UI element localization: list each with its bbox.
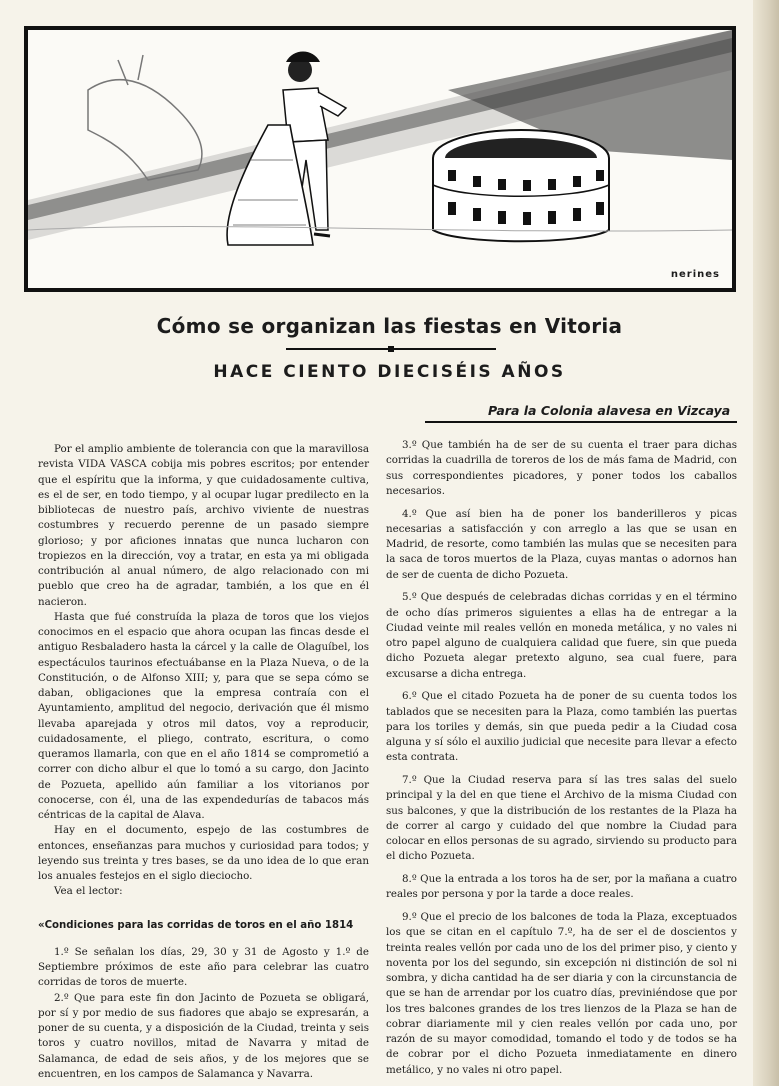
header-illustration <box>24 26 736 292</box>
right-column <box>386 438 737 1085</box>
condition-paragraph: 2.º Que para este fin don Jacinto de Pozueta se obligará, por sí y por medio de sus fiadores que abajo se expresarán, a poner de su cuenta, y a disposición de la Ciudad, treinta y seis toros y cuatro novillos, mitad de Navarra y mitad de Salamanca, de edad de seis años, y de los mejores que se encuentren, en los campos de Salamanca y Navarra. <box>38 991 369 1080</box>
title-divider <box>286 348 496 350</box>
page-edge <box>753 0 779 1086</box>
intro-paragraph: Por el amplio ambiente de tolerancia con que la maravillosa revista VIDA VASCA cobija mis pobres escritos; por entender que el espíritu que la informa, y que cuidadosamente cultiva, es el de ser, en todo tiempo, y al ocupar lugar predilecto en la bibliotecas de nuestro país, archivo viviente de nuestras costumbres y recuerdo perenne de un pasado siempre glorioso; y por aficiones innatas que nunca lucharon con tropiezos en la dirección, voy a tratar, en esta ya mi obligada contribución al anual número, de algo relacionado con mi pueblo que creo ha de agradar, también, a los que en él nacieron. <box>38 443 369 608</box>
left-column <box>38 442 369 1082</box>
condition-paragraph: 6.º Que el citado Pozueta ha de poner de su cuenta todos los tablados que se necesiten para la Plaza, como también las puertas para los toriles y demás, sin que pueda pedir a la Ciudad cosa alguna y sí sólo el auxilio judicial que necesite para llevar a efecto esta contrata. <box>386 690 737 764</box>
bullfight-drawing <box>28 30 732 288</box>
conditions-heading: «Condiciones para las corridas de toros en el año 1814 <box>38 919 354 931</box>
condition-paragraph: 1.º Se señalan los días, 29, 30 y 31 de Agosto y 1.º de Septiembre próximos de este año para celebrar las cuatro corridas de toros de muerte. <box>38 945 369 989</box>
condition-paragraph: 8.º Que la entrada a los toros ha de ser, por la mañana a cuatro reales por persona y por la tarde a doce reales. <box>386 873 737 901</box>
intro-paragraph: Vea el lector: <box>54 885 123 898</box>
article-title: Cómo se organizan las fiestas en Vitoria <box>156 314 623 338</box>
condition-paragraph: 4.º Que así bien ha de poner los banderilleros y picas necesarias a satisfacción y con arreglo a las que se usan en Madrid, de resorte, como también las mulas que se necesiten para la saca de toros muertos de la Plaza, cuyas mantas o adornos han de ser de cuenta de dicho Pozueta. <box>386 507 737 581</box>
condition-paragraph: 5.º Que después de celebradas dichas corridas y en el término de ocho días primeros siguientes a ellas ha de entregar a la Ciudad veinte mil reales vellón en moneda metálica, y no vales ni otro papel alguno de cualquiera calidad que fuere, sin que pueda dicho Pozueta alegar pretexto alguno, sea cual fuere, para excusarse a dicha entrega. <box>386 591 737 680</box>
article-subtitle: HACE CIENTO DIECISÉIS AÑOS <box>213 362 566 382</box>
artist-signature: nerines <box>670 269 720 280</box>
dedication-underline <box>425 421 737 423</box>
condition-paragraph: 9.º Que el precio de los balcones de toda la Plaza, exceptuados los que se citan en el capítulo 7.º, ha de ser el de doscientos y treinta reales vellón por cada uno de los del primer piso, y ciento y noventa por los del segundo, sin excepción ni distinción de sol ni sombra, y dicha cantidad ha de ser diaria y con la circunstancia de que se han de arrendar por los cuatro días, previniéndose que por los tres balcones grandes de los tres lienzos de la Plaza se han de cobrar diariamente mil y cien reales vellón por cada uno, por razón de su mayor comodidad, tomando el todo y de todos se ha de cobrar por el dicho Pozueta inmediatamente en dinero metálico, y no vales ni otro papel. <box>386 911 737 1076</box>
condition-paragraph: 3.º Que también ha de ser de su cuenta el traer para dichas corridas la cuadrilla de toreros de los de más fama de Madrid, con sus correspondientes picadores, y poner todos los caballos necesarios. <box>386 439 737 497</box>
intro-paragraph: Hasta que fué construída la plaza de toros que los viejos conocimos en el espacio que ahora ocupan las fincas desde el antiguo Resbaladero hasta la cárcel y la calle de Olaguíbel, los espectáculos taurinos efectuábanse en la Plaza Nueva, o de la Constitución, o de Alfonso XIII; y, para que se sepa cómo se daban, obligaciones que la empresa contraía con el Ayuntamiento, amplitud del negocio, derivación que él mismo llevaba aparejada y otros mil datos, voy a reproducir, cuidadosamente, el pliego, contrato, escritura, o como queramos llamarla, con que en el año 1814 se comprometió a correr con dicho albur el que lo tomó a su cargo, don Jacinto de Pozueta, apellido aún familiar a los vitorianos por conocerse, con él, una de las expendedurías de tabacos más céntricas de la capital de Alava. <box>38 610 369 821</box>
condition-paragraph: 7.º Que la Ciudad reserva para sí las tres salas del suelo principal y la del en que tiene el Archivo de la misma Ciudad con sus balcones, y que la distribución de los restantes de la Plaza ha de correr al cargo y cuidado del que nombre la Ciudad para colocar en ellos personas de su agrado, sirviendo su producto para el dicho Pozueta. <box>386 774 737 863</box>
dedication: Para la Colonia alavesa en Vizcaya <box>488 403 731 418</box>
intro-paragraph: Hay en el documento, espejo de las costumbres de entonces, enseñanzas para muchos y curiosidad para todos; y leyendo sus treinta y tres bases, se da uno idea de lo que eran los anuales festejos en el siglo dieciocho. <box>38 824 369 882</box>
